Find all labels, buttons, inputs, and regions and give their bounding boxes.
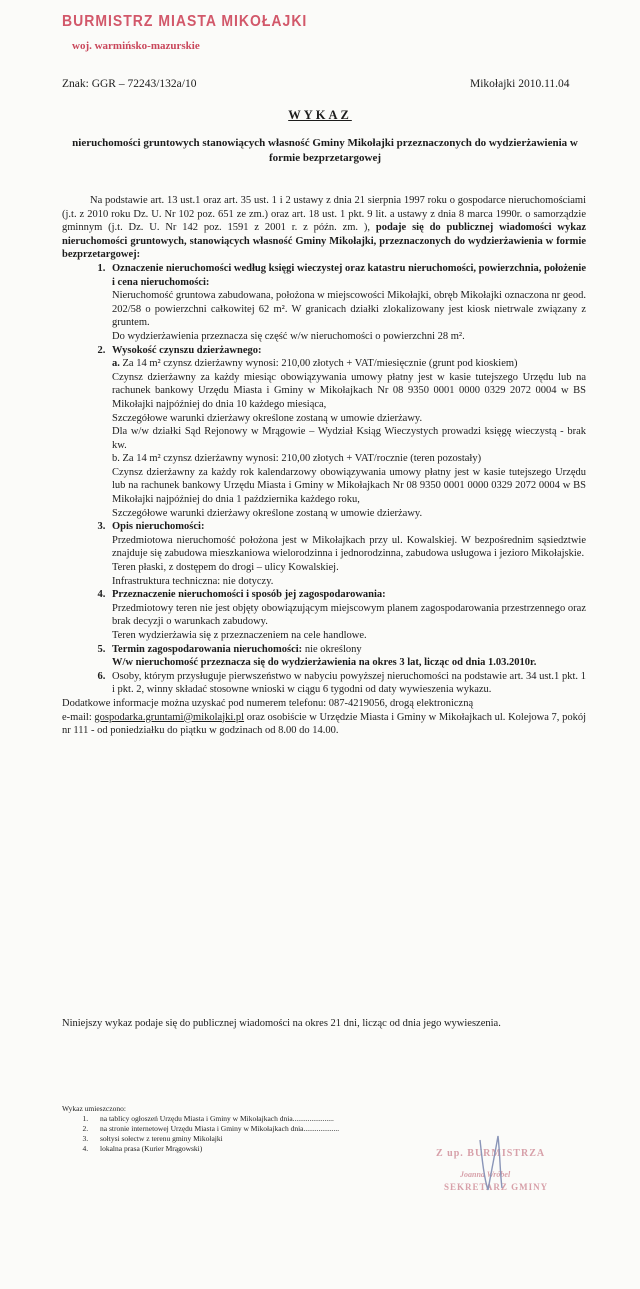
email-link[interactable]: gospodarka.gruntami@mikolajki.pl <box>94 711 245 723</box>
posting-item: 3. sołtysi sołectw z terenu gminy Mikołajki <box>90 1134 339 1144</box>
section-3-heading: 3. Opis nieruchomości: <box>112 521 205 533</box>
section-2-a-land-register: Dla w/w działki Sąd Rejonowy w Mrągowie – Wydział Ksiąg Wieczystych prowadzi księgę wieczystą - brak kw. <box>112 426 586 451</box>
document-reference: Znak: GGR – 72243/132a/10 <box>62 78 197 90</box>
intro-bold-text: podaje się do publicznej wiadomości wykaz nieruchomości gruntowych, stanowiących własność Gminy Mikołajki, przeznaczonych do wydzierżawienia w formie bezprzetargowej: <box>62 222 587 261</box>
section-1 <box>108 262 586 344</box>
section-2-a-text: Za 14 m² czynsz dzierżawny wynosi: 210,00 złotych + VAT/miesięcznie (grunt pod kioskiem) <box>122 358 518 370</box>
sections-list <box>62 262 586 697</box>
section-3-access: Teren płaski, z dostępem do drogi – ulicy Kowalskiej. <box>112 562 339 574</box>
section-2-a-terms: Szczegółowe warunki dzierżawy określone zostaną w umowie dzierżawy. <box>112 412 423 424</box>
section-2-a <box>112 357 586 371</box>
section-1-lease-area: Do wydzierżawienia przeznacza się część w/w nieruchomości o powierzchni 28 m². <box>112 330 465 342</box>
email-prefix: e-mail: <box>62 711 92 723</box>
handwritten-signature <box>470 1128 550 1208</box>
posting-list <box>62 1104 339 1154</box>
signature-stamp-line1: Z up. BURMISTRZA <box>436 1148 546 1159</box>
section-2-b-terms: Szczegółowe warunki dzierżawy określone zostaną w umowie dzierżawy. <box>112 507 423 519</box>
document-date: Mikołajki 2010.11.04 <box>470 78 570 90</box>
section-4 <box>108 588 586 642</box>
contact-office-hours: oraz osobiście w Urzędzie Miasta i Gminy w Mikołajkach ul. Kolejowa 7, pokój nr 111 - od poniedziałku do piątku w godzinach od 8.00 do 14.00. <box>62 711 587 737</box>
section-5-heading-rest: nie określony <box>302 643 362 655</box>
posting-item: 2. na stronie internetowej Urzędu Miasta i Gminy w Mikołajkach dnia................... <box>90 1124 339 1134</box>
section-4-plan: Przedmiotowy teren nie jest objęty obowiązującym miejscowym planem zagospodarowania przestrzennego oraz brak decyzji o warunkach zabudowy. <box>112 602 586 628</box>
section-5 <box>108 643 586 670</box>
office-stamp-title: BURMISTRZ MIASTA MIKOŁAJKI <box>62 10 308 30</box>
section-2-a-label: a. <box>112 358 120 370</box>
section-4-heading: 4. Przeznaczenie nieruchomości i sposób jej zagospodarowania: <box>112 589 386 601</box>
posting-items <box>62 1114 339 1154</box>
section-2-b-text: b. Za 14 m² czynsz dzierżawny wynosi: 210,00 złotych + VAT/rocznie (teren pozostały) <box>112 453 482 465</box>
section-2-b-payment: Czynsz dzierżawny za każdy rok kalendarzowy obowiązywania umowy płatny jest w kasie tutejszego Urzędu lub na rachunek bankowy Urzędu Miasta i Gminy w Mikołajkach Nr 08 9350 0001 0000 0329 2072 0004 w BS Mikołajki najpóźniej do dnia 1 października każdego roku, <box>112 466 586 506</box>
section-5-heading: Termin zagospodarowania nieruchomości: <box>112 643 303 655</box>
section-3-infrastructure: Infrastruktura techniczna: nie dotyczy. <box>112 575 274 587</box>
publication-period: Niniejszy wykaz podaje się do publicznej wiadomości na okres 21 dni, licząc od dnia jego wywieszenia. <box>62 1018 501 1029</box>
signature-stamp-name: Joanna Wróbel <box>460 1170 511 1179</box>
section-3-description: Przedmiotowa nieruchomość położona jest w Mikołajkach przy ul. Kowalskiej. W bezpośrednim sąsiedztwie znajduje się zabudowa mieszkaniowa wielorodzinna i jednorodzinna, zabudowa usługowa i jezioro Mikołajskie. <box>112 534 586 560</box>
intro-text: Na podstawie art. 13 ust.1 oraz art. 35 ust. 1 i 2 ustawy z dnia 21 sierpnia 1997 roku o gospodarce nieruchomościami (j.t. z 2010 roku Dz. U. Nr 102 poz. 651 ze zm.) oraz art. 18 ust. 1 pkt. 9 lit. a ustawy z dnia 8 marca 1990r. o samorządzie gminnym (j.t. Dz. U. Nr 142 poz. 1591 z 2001 r. z późn. zm. ), <box>62 195 586 234</box>
section-5-lease-period: W/w nieruchomość przeznacza się do wydzierżawienia na okres 3 lat, licząc od dnia 1.03.2010r. <box>112 657 537 669</box>
posting-item: 1. na tablicy ogłoszeń Urzędu Miasta i Gminy w Mikołajkach dnia...................... <box>90 1114 339 1124</box>
section-2-a-payment: Czynsz dzierżawny za każdy miesiąc obowiązywania umowy płatny jest w kasie tutejszego Urzędu lub na rachunek bankowy Urzędu Miasta i Gminy w Mikołajkach Nr 08 9350 0001 0000 0329 2072 0004 w BS Mikołajki najpóźniej do dnia 10 każdego miesiąca, <box>112 371 586 410</box>
signature-stamp-line3: SEKRETARZ GMINY <box>444 1182 549 1192</box>
section-4-purpose: Teren wydzierżawia się z przeznaczeniem na cele handlowe. <box>112 630 367 641</box>
contact-line: Dodatkowe informacje można uzyskać pod numerem telefonu: 087-4219056, drogą elektroniczną <box>62 697 474 709</box>
office-stamp-region: woj. warmińsko-mazurskie <box>72 40 200 52</box>
document-subtitle: nieruchomości gruntowych stanowiących własność Gminy Mikołajki przeznaczonych do wydzierżawienia w formie bezprzetargowej <box>72 137 578 164</box>
posting-list-heading: Wykaz umieszczono: <box>62 1104 126 1113</box>
contact-email-line <box>62 711 586 738</box>
section-1-heading: 1. Oznaczenie nieruchomości według księgi wieczystej oraz katastru nieruchomości, powierzchnia, położenie i cena nieruchomości: <box>112 262 586 288</box>
section-1-description: Nieruchomość gruntowa zabudowana, położona w miejscowości Mikołajki, obręb Mikołajki oznaczona nr geod. 202/58 o powierzchni całkowitej 62 m². W granicach działki zlokalizowany jest kiosk nietrwale związany z gruntem. <box>112 290 586 329</box>
section-6-text: 6. Osoby, którym przysługuje pierwszeństwo w nabyciu powyższej nieruchomości na podstawie art. 34 ust.1 pkt. 1 i pkt. 2, winny składać stosowne wnioski w ciągu 6 tygodni od daty wywieszenia wykazu. <box>112 670 586 696</box>
document-body <box>62 194 586 738</box>
section-2-heading: 2. Wysokość czynszu dzierżawnego: <box>112 344 262 356</box>
section-2 <box>108 344 586 521</box>
intro-paragraph <box>62 194 586 262</box>
document-title: WYKAZ <box>288 108 352 122</box>
section-3 <box>108 520 586 588</box>
section-6 <box>108 670 586 697</box>
posting-item: 4. lokalna prasa (Kurier Mrągowski) <box>90 1144 339 1154</box>
